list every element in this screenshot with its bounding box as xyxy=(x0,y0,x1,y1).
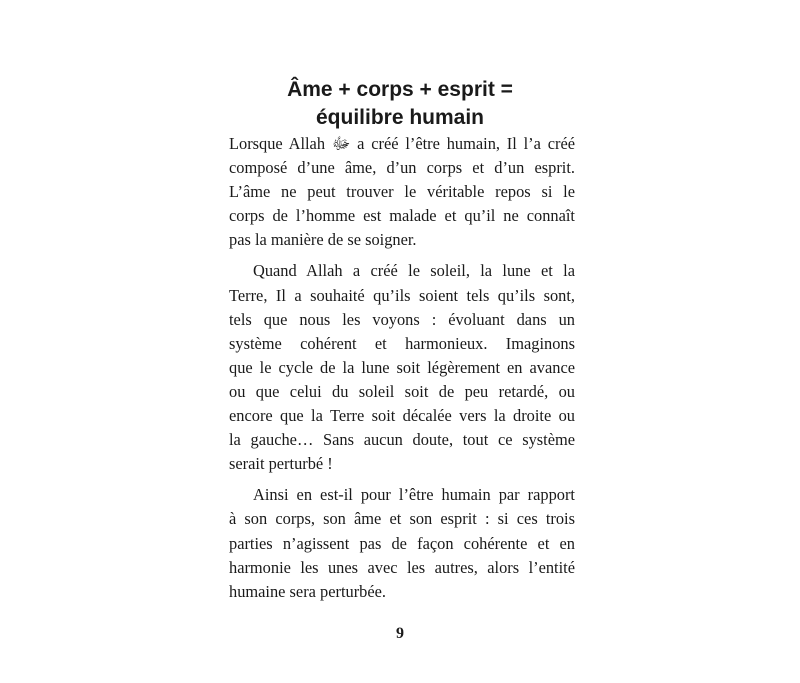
page-title xyxy=(0,76,800,132)
paragraph-2 xyxy=(229,259,575,476)
text-line: composé d’une âme, d’un corps et d’un esprit. xyxy=(229,158,575,178)
text-line: que le cycle de la lune soit légèrement en avance xyxy=(229,357,575,377)
text-line: parties n’agissent pas de façon cohérente et en xyxy=(229,533,575,553)
text-line: à son corps, son âme et son esprit : si ces trois xyxy=(229,509,575,529)
page-number: 9 xyxy=(396,625,404,642)
text-line: Ainsi en est-il pour l’être humain par rapport xyxy=(253,485,575,505)
title-line-1: Âme + corps + esprit = xyxy=(287,78,513,101)
title-line-2: équilibre humain xyxy=(315,106,485,129)
body-text xyxy=(229,132,575,611)
text-line: Quand Allah a créé le soleil, la lune et la xyxy=(253,261,575,281)
paragraph-3 xyxy=(229,483,575,603)
text-line: L’âme ne peut trouver le véritable repos si le xyxy=(229,182,575,202)
text-line: harmonie les unes avec les autres, alors l’entité xyxy=(229,557,575,577)
text-line: la gauche… Sans aucun doute, tout ce système xyxy=(229,430,575,450)
text-line: tels que nous les voyons : évoluant dans un xyxy=(229,309,575,329)
paragraph-1 xyxy=(229,132,575,252)
text-line: Lorsque Allah ﷻ a créé l’être humain, Il l’a créé xyxy=(229,134,575,153)
text-line: corps de l’homme est malade et qu’il ne connaît xyxy=(229,206,575,226)
text-line: Terre, Il a souhaité qu’ils soient tels qu’ils sont, xyxy=(229,285,575,305)
text-line: humaine sera perturbée. xyxy=(229,581,386,601)
text-line: pas la manière de se soigner. xyxy=(229,230,417,250)
text-line: ou que celui du soleil soit de peu retardé, ou xyxy=(229,381,575,401)
text-line: encore que la Terre soit décalée vers la droite ou xyxy=(229,406,575,426)
text-line: serait perturbé ! xyxy=(229,454,333,474)
text-line: système cohérent et harmonieux. Imaginons xyxy=(229,333,575,353)
